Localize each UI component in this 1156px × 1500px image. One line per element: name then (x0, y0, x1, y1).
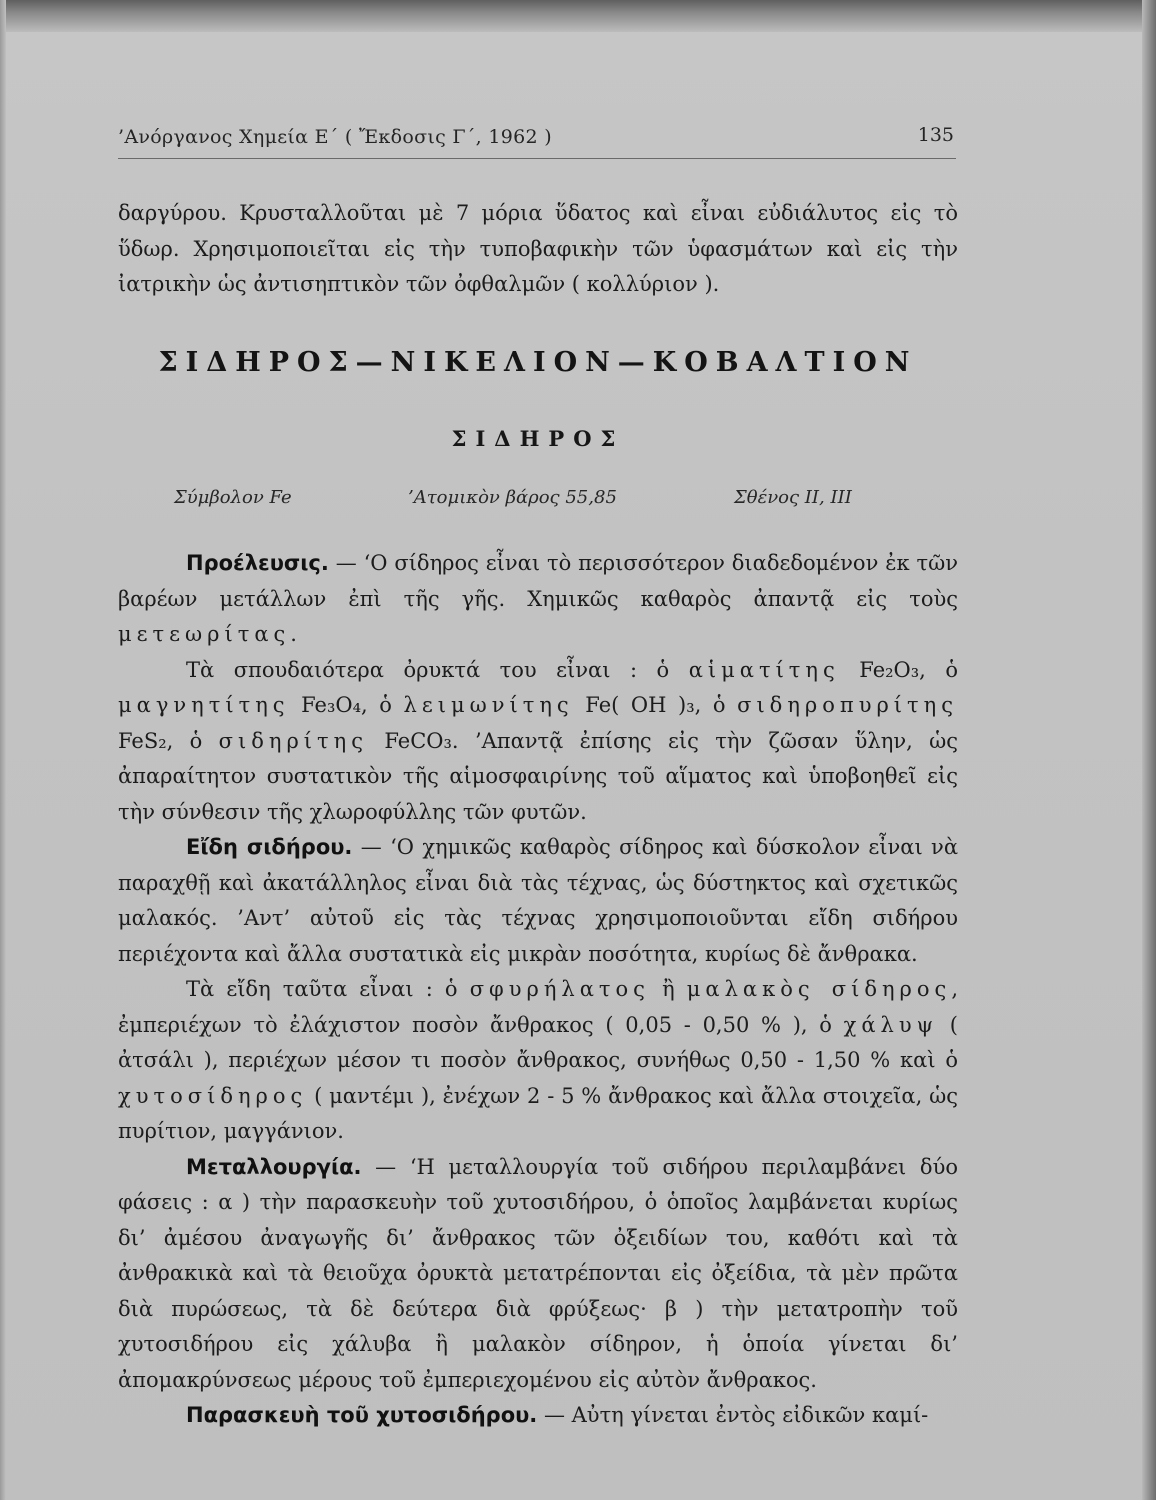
iron-types-paragraph (118, 830, 958, 972)
minerals-text-4: , ὁ (694, 693, 738, 717)
header-rule (118, 158, 956, 159)
types-text-3: , ἐμπεριέχων τὸ ἐλάχιστον ποσὸν ἄνθρακος ( 0,05 - 0,50 % ), ὁ (118, 977, 958, 1037)
mineral-magnetite: μαγνητίτης (118, 693, 290, 717)
minerals-text-2: , ὁ (919, 657, 958, 682)
origin-paragraph (118, 546, 958, 653)
mineral-hematite: αἱματίτης (688, 657, 840, 682)
type-steel: χάλυψ (843, 1012, 939, 1037)
mineral-limonite: λειμωνίτης (403, 693, 574, 717)
mineral-siderite: σιδηρίτης (218, 728, 369, 753)
element-symbol: Σύμβολον Fe (174, 487, 292, 508)
types-text-4: ( ἀτσάλι ), περιέχων μέσον τι ποσὸν ἄνθρακος, συνήθως 0,50 - 1,50 % καὶ ὁ (118, 1012, 958, 1072)
scan-right-edge (1142, 0, 1156, 1500)
scan-top-shadow (0, 0, 1156, 32)
minerals-text-6: . ’Απαντᾷ ἐπίσης εἰς τὴν ζῶσαν ὕλην, ὡς ἀπαραίτητον συστατικὸν τῆς αἱμοσφαιρίνης τοῦ αἵματος καὶ ὑποβοηθεῖ εἰς τὴν σύνθεσιν τῆς χλωροφύλλης τῶν φυτῶν. (118, 728, 958, 824)
origin-label: Προέλευσις. (186, 551, 329, 575)
running-header (118, 122, 958, 154)
cast-iron-prep-paragraph (118, 1398, 958, 1434)
chapter-title: ΣΙΔΗΡΟΣ—ΝΙΚΕΛΙΟΝ—ΚΟΒΑΛΤΙΟΝ (158, 347, 918, 378)
types-text-2: ἢ (649, 977, 687, 1001)
element-atomic-weight: ’Ατομικὸν βάρος 55,85 (408, 487, 617, 508)
metallurgy-label: Μεταλλουργία. (186, 1154, 362, 1179)
types-text-5: ( μαντέμι ), ἐνέχων 2 - 5 % ἄνθρακος καὶ ἄλλα στοιχεῖα, ὡς πυρίτιον, μαγγάνιον. (118, 1083, 958, 1143)
page-number: 135 (917, 124, 954, 146)
formula-siderite: FeCO₃ (368, 728, 452, 753)
type-wrought: σφυρήλατος (469, 977, 650, 1001)
minerals-text-3: , ὁ (361, 693, 404, 717)
intro-paragraph-block (118, 196, 958, 303)
cast-iron-prep-label: Παρασκευὴ τοῦ χυτοσιδήρου. (186, 1403, 538, 1427)
formula-pyrite: FeS₂ (118, 728, 167, 753)
origin-text-1: — ‘Ο σίδηρος εἶναι τὸ περισσότερον διαδεδομένον ἐκ τῶν βαρέων μετάλλων ἐπὶ τῆς γῆς. Χημικῶς καθαρὸς ἀπαντᾷ εἰς τοὺς (118, 551, 958, 611)
element-valence: Σθένος II, III (734, 487, 852, 508)
metallurgy-paragraph (118, 1150, 958, 1399)
formula-hematite: Fe₂O₃ (839, 657, 920, 682)
minerals-text-1: Τὰ σπουδαιότερα ὀρυκτά του εἶναι : ὁ (186, 657, 689, 682)
formula-limonite: Fe( OH )₃ (573, 693, 695, 717)
origin-term-meteorites: μετεωρίτας (118, 622, 291, 646)
iron-types-text: — ‘Ο χημικῶς καθαρὸς σίδηρος καὶ δύσκολον εἶναι νὰ παραχθῇ καὶ ἀκατάλληλος εἶναι διὰ τὰς τέχνας, ὡς δύστηκτος καὶ σχετικῶς μαλακός. ’Αντ’ αὐτοῦ εἰς τὰς τέχνας χρησιμοποιοῦνται εἴδη σιδήρου περιέχοντα καὶ ἄλλα συστατικὰ εἰς μικρὰν ποσότητα, κυρίως δὲ ἄνθρακα. (118, 835, 959, 966)
element-info-row (118, 487, 958, 517)
section-title: ΣΙΔΗΡΟΣ (451, 426, 625, 451)
cast-iron-prep-text: — Αὐτη γίνεται ἐντὸς εἰδικῶν καμί- (537, 1403, 929, 1427)
type-soft-iron: μαλακὸς σίδηρος (686, 977, 952, 1001)
iron-types-label: Εἴδη σιδήρου. (186, 835, 353, 859)
origin-text-2: . (290, 622, 297, 646)
minerals-text-5: , ὁ (166, 728, 219, 753)
mineral-pyrite: σιδηροπυρίτης (737, 693, 958, 717)
types-list-paragraph (118, 972, 958, 1150)
type-cast-iron: χυτοσίδηρος (118, 1083, 308, 1108)
header-title: ’Ανόργανος Χημεία Ε΄ ( Ἔκδοσις Γ΄, 1962 ) (118, 126, 552, 148)
intro-paragraph: δαργύρου. Κρυσταλλοῦται μὲ 7 μόρια ὕδατος καὶ εἶναι εὐδιάλυτος εἰς τὸ ὕδωρ. Χρησιμοποιεῖται εἰς τὴν τυποβαφικὴν τῶν ὑφασμάτων καὶ εἰς τὴν ἰατρικὴν ὡς ἀντισηπτικὸν τῶν ὀφθαλμῶν ( κολλύριον ). (118, 201, 958, 296)
formula-magnetite: Fe₃O₄ (289, 693, 362, 717)
body-text (118, 546, 958, 1434)
minerals-paragraph (118, 653, 958, 831)
types-text-1: Τὰ εἴδη ταῦτα εἶναι : ὁ (186, 977, 470, 1001)
scan-left-edge (0, 0, 6, 1500)
metallurgy-text: — ‘Η μεταλλουργία τοῦ σιδήρου περιλαμβάνει δύο φάσεις : α ) τὴν παρασκευὴν τοῦ χυτοσιδήρου, ὁ ὁποῖος λαμβάνεται κυρίως δι’ ἀμέσου ἀναγωγῆς δι’ ἄνθρακος τῶν ὀξειδίων του, καθότι καὶ τὰ ἀνθρακικὰ καὶ τὰ θειοῦχα ὀρυκτὰ μετατρέπονται εἰς ὀξείδια, τὰ μὲν πρῶτα διὰ πυρώσεως, τὰ δὲ δεύτερα διὰ φρύξεως· β ) τὴν μετατροπὴν τοῦ χυτοσιδήρου εἰς χάλυβα ἢ μαλακὸν σίδηρον, ἡ ὁποία γίνεται δι’ ἀπομακρύνσεως μέρους τοῦ ἐμπεριεχομένου εἰς αὐτὸν ἄνθρακος. (118, 1154, 958, 1392)
